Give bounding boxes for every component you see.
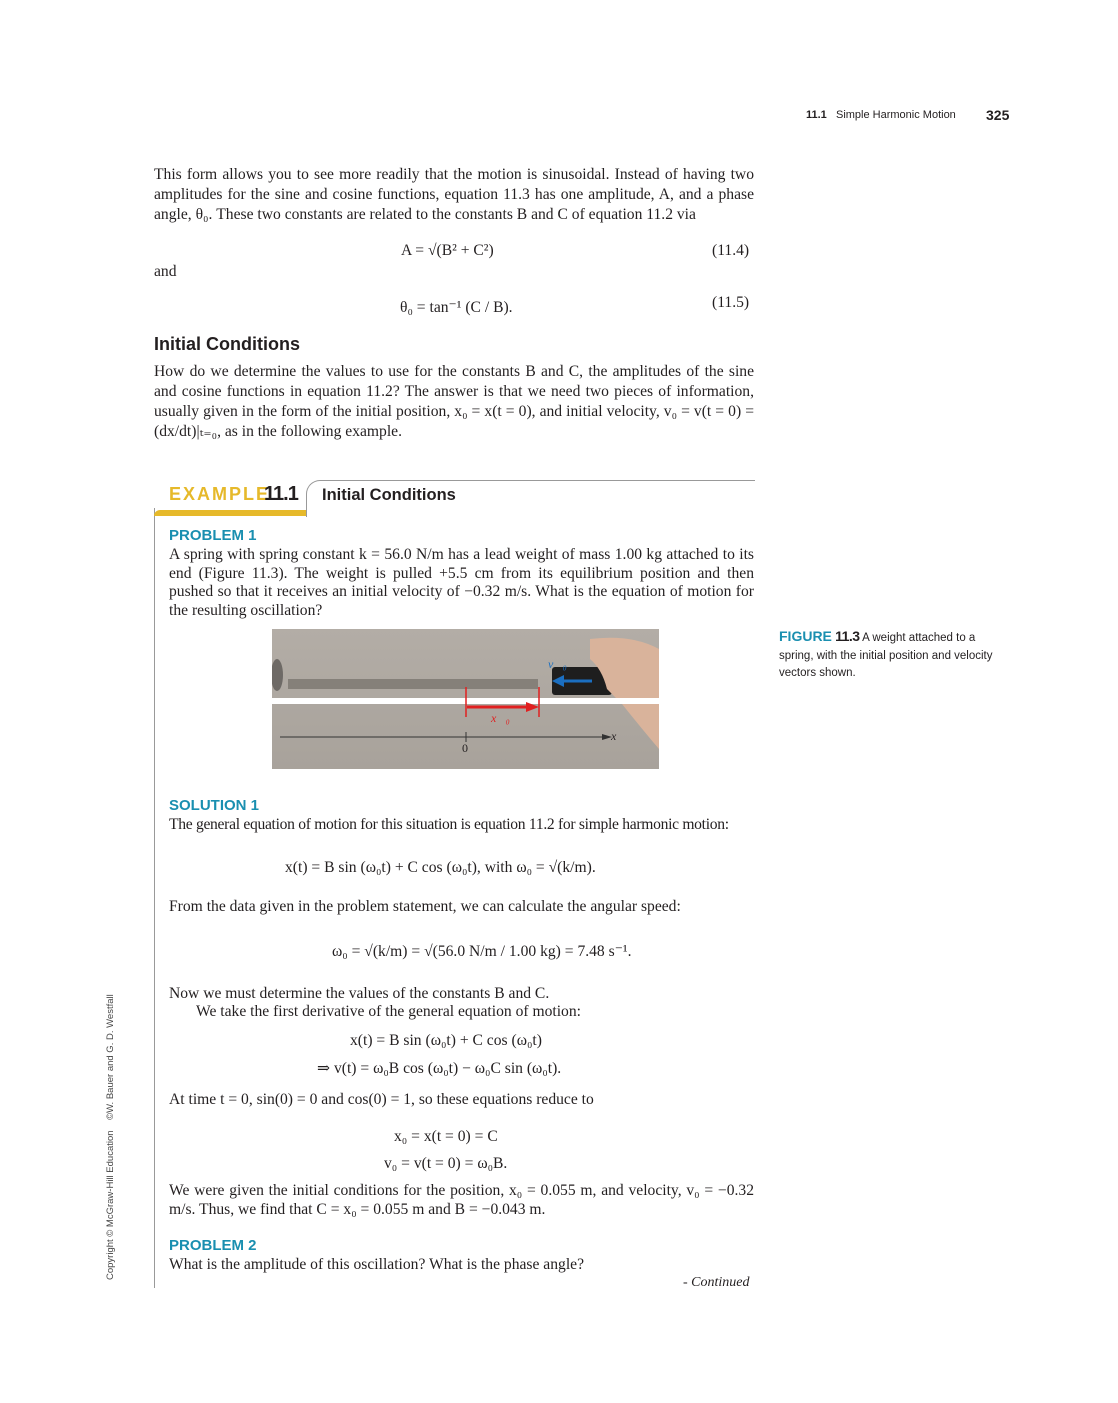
figure-caption-number: 11.3 bbox=[835, 628, 860, 644]
solution-text: From the data given in the problem statement, we can calculate the angular speed: bbox=[169, 898, 681, 915]
section-heading: Initial Conditions bbox=[154, 334, 300, 354]
x0-label: x⃗₀ bbox=[491, 711, 510, 725]
example-label: EXAMPLE bbox=[169, 484, 271, 504]
equation-position: x(t) = B sin (ω₀t) + C cos (ω₀t) bbox=[350, 1032, 542, 1049]
origin-label: 0 bbox=[462, 741, 468, 755]
equation-velocity: ⇒ v(t) = ω₀B cos (ω₀t) − ω₀C sin (ω₀t). bbox=[317, 1060, 562, 1077]
running-header bbox=[806, 109, 956, 121]
equation-v0: v₀ = v(t = 0) = ω₀B. bbox=[384, 1155, 508, 1172]
problem-1-text: A spring with spring constant k = 56.0 N/m has a lead weight of mass 1.00 kg attached to its end (Figure 11.3). The weight is pulled +5.5 cm from its equilibrium position and then pushed so that it receives an initial velocity of −0.32 m/s. What is the equation of motion for the resulting oscillation? bbox=[169, 546, 754, 619]
solution-text: Now we must determine the values of the constants B and C. bbox=[169, 985, 550, 1002]
section-title: Simple Harmonic Motion bbox=[835, 109, 956, 121]
example-title: Initial Conditions bbox=[322, 486, 456, 504]
problem-1-heading: PROBLEM 1 bbox=[169, 527, 257, 544]
example-number: 11.1 bbox=[264, 483, 298, 505]
copyright-notice: Copyright © McGraw-Hill Education ©W. Bauer and G. D. Westfall bbox=[105, 994, 116, 1280]
page-number: 325 bbox=[986, 107, 1010, 123]
intro-paragraph: This form allows you to see more readily that the motion is sinusoidal. Instead of having two amplitudes for the sine and cosine functions, equation 11.3 has one amplitude, A, and a phase angle, θ₀. These two constants are related to the constants B and C of equation 11.2 via bbox=[154, 166, 754, 223]
section-number: 11.1 bbox=[806, 109, 827, 121]
initial-conditions-paragraph: How do we determine the values to use for the constants B and C, the amplitudes of the sine and cosine functions in equation 11.2? The answer is that we need two pieces of information, usually given in the form of the initial position, x₀ = x(t = 0), and initial velocity, v₀ = v(t = 0) = (dx/dt)|ₜ₌₀, as in the following example. bbox=[154, 363, 754, 440]
equation-11-4: A = √(B² + C²) bbox=[401, 242, 494, 259]
equation-number: (11.4) bbox=[712, 242, 750, 259]
figure-caption-label: FIGURE bbox=[779, 628, 832, 644]
example-left-rule bbox=[154, 508, 155, 1288]
equation-number: (11.5) bbox=[712, 294, 750, 311]
example-accent-bar bbox=[154, 510, 306, 516]
continued-label: - Continued bbox=[683, 1275, 750, 1290]
axis-x-label: x bbox=[611, 729, 617, 743]
and-label: and bbox=[154, 263, 177, 280]
equation-x0: x₀ = x(t = 0) = C bbox=[394, 1128, 498, 1145]
equation-11-5: θ₀ = tan⁻¹ (C / B). bbox=[400, 299, 513, 316]
solution-text: The general equation of motion for this situation is equation 11.2 for simple harmonic motion: bbox=[169, 816, 729, 833]
solution-1-heading: SOLUTION 1 bbox=[169, 797, 260, 814]
problem-2-heading: PROBLEM 2 bbox=[169, 1237, 257, 1254]
figure-caption bbox=[779, 628, 1009, 683]
v0-label: v⃗₀ bbox=[548, 657, 567, 671]
equation-angular-speed: ω₀ = √(k/m) = √(56.0 N/m / 1.00 kg) = 7.48 s⁻¹. bbox=[332, 943, 632, 960]
figure-caption-text: A weight attached to a spring, with the initial position and velocity vectors shown. bbox=[779, 632, 993, 679]
spring-photo bbox=[272, 629, 659, 769]
solution-text: At time t = 0, sin(0) = 0 and cos(0) = 1, so these equations reduce to bbox=[169, 1091, 594, 1108]
spring bbox=[288, 679, 538, 689]
equation-motion: x(t) = B sin (ω₀t) + C cos (ω₀t), with ω₀ = √(k/m). bbox=[285, 859, 596, 876]
solution-text: We were given the initial conditions for the position, x₀ = 0.055 m, and velocity, v₀ = −0.32 m/s. Thus, we find that C = x₀ = 0.055 m and B = −0.043 m. bbox=[169, 1182, 754, 1218]
solution-text: We take the first derivative of the general equation of motion: bbox=[196, 1003, 581, 1020]
problem-2-text: What is the amplitude of this oscillation? What is the phase angle? bbox=[169, 1256, 585, 1273]
